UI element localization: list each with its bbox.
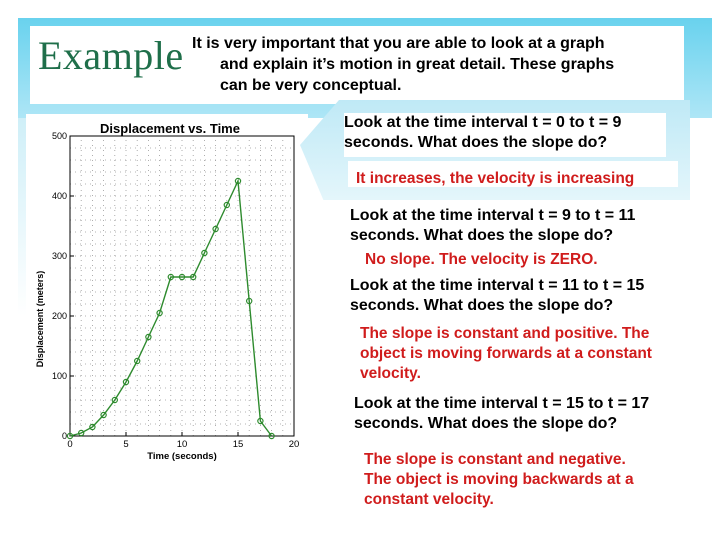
question-line: seconds. What does the slope do? <box>350 297 614 314</box>
answer-line: It increases, the velocity is increasing <box>356 170 635 187</box>
y-tick-label: 0 <box>61 431 67 441</box>
question-box <box>354 394 684 438</box>
x-tick-label: 15 <box>232 439 244 450</box>
x-axis-label: Time (seconds) <box>147 451 217 462</box>
question-line: Look at the time interval t = 0 to t = 9 <box>344 114 622 131</box>
intro-line: can be very conceptual. <box>220 77 402 94</box>
question-box <box>350 206 680 250</box>
y-tick-label: 500 <box>51 131 67 141</box>
answer-text <box>365 250 598 270</box>
intro-line: and explain it’s motion in great detail. These graphs <box>220 56 615 73</box>
y-axis-label: Displacement (meters) <box>35 270 45 368</box>
x-tick-label: 5 <box>123 439 129 450</box>
answer-line: The slope is constant and negative. <box>364 451 626 468</box>
intro-line: It is very important that you are able to look at a graph <box>192 35 605 52</box>
answer-text <box>356 169 634 189</box>
intro-text <box>192 33 672 96</box>
question-box <box>344 113 666 157</box>
question-line: seconds. What does the slope do? <box>350 227 614 244</box>
chart-title: Displacement vs. Time <box>100 121 240 136</box>
question-line: Look at the time interval t = 15 to t = 17 <box>354 395 650 412</box>
question-line: Look at the time interval t = 9 to t = 11 <box>350 207 636 224</box>
answer-text <box>364 450 634 510</box>
answer-line: velocity. <box>360 365 421 382</box>
x-tick-label: 10 <box>176 439 188 450</box>
y-tick-label: 400 <box>51 191 67 201</box>
answer-line: The slope is constant and positive. The <box>360 325 650 342</box>
y-tick-label: 100 <box>51 371 67 381</box>
answer-line: constant velocity. <box>364 491 494 508</box>
question-line: Look at the time interval t = 11 to t = 15 <box>350 277 645 294</box>
y-tick-label: 300 <box>51 251 67 261</box>
chart-grid <box>70 136 294 436</box>
answer-line: object is moving forwards at a constant <box>360 345 652 362</box>
question-box <box>350 276 680 320</box>
x-tick-label: 20 <box>288 439 300 450</box>
y-tick-label: 200 <box>51 311 67 321</box>
displacement-time-chart <box>26 114 308 464</box>
answer-text <box>360 324 652 384</box>
slide-title: Example <box>38 33 184 78</box>
x-tick-label: 0 <box>67 439 73 450</box>
question-line: seconds. What does the slope do? <box>354 415 618 432</box>
answer-line: No slope. The velocity is ZERO. <box>365 251 598 268</box>
answer-line: The object is moving backwards at a <box>364 471 634 488</box>
question-line: seconds. What does the slope do? <box>344 134 608 151</box>
